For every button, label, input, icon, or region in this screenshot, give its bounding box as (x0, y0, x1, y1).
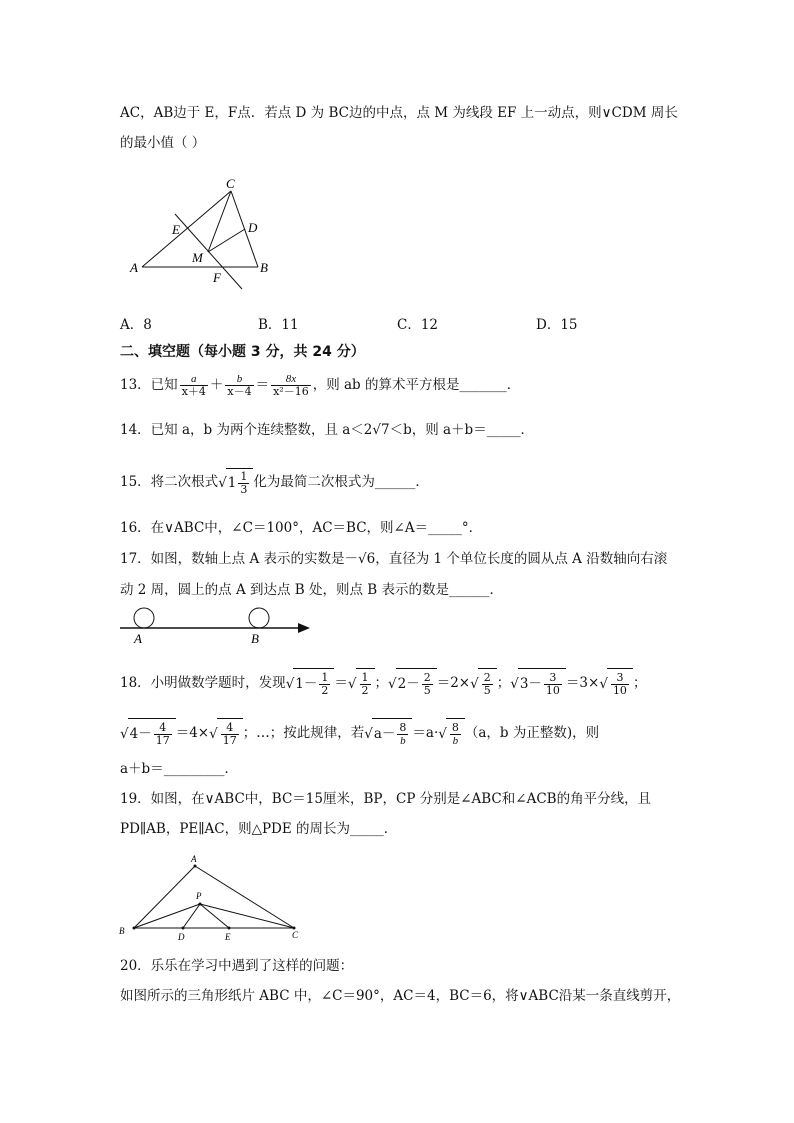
label-e: E (172, 222, 180, 237)
q12-line2: 的最小值（ ） (120, 135, 206, 151)
label-p: P (196, 891, 202, 901)
label-m: M (192, 250, 203, 265)
label-d: D (178, 932, 185, 942)
q17-number-line (118, 606, 318, 646)
circle-a (134, 608, 154, 628)
segment-ab (134, 866, 195, 928)
label-c: C (292, 930, 299, 940)
label-a: A (134, 631, 142, 646)
q13: 13．已知 $\frac{a}{x+4}$ ＋ $\frac{b}{x-4}$ ＝ $\frac{8x}{\text{x²－16}}$ ，则 ab 的算术平方根是_______． (120, 373, 521, 398)
q12-figure (128, 172, 288, 292)
section-title: 二、填空题（每小题 3 分，共 24 分） (120, 344, 365, 360)
label-a: A (130, 260, 138, 275)
segment-ac (142, 191, 231, 267)
q14: 14．已知 a，b 为两个连续整数，且 a＜2√7＜b，则 a＋b＝_____． (120, 422, 534, 438)
choice-d[interactable]: D．15 (536, 317, 578, 333)
label-e: E (225, 932, 231, 942)
q13-frac1: $\frac{a}{x+4}$ (181, 373, 206, 398)
segment-cm (208, 191, 231, 252)
q20-line2: 如图所示的三角形纸片 ABC 中，∠C＝90°，AC＝4，BC＝6，将∨ABC沿某一条直线剪开， (120, 988, 681, 1004)
label-b: B (251, 631, 259, 646)
q15: 15．将二次根式√1 $\frac{1}{3}$ 化为最简二次根式为______． (120, 470, 429, 496)
label-f: F (213, 270, 221, 285)
q20-line1: 20．乐乐在学习中遇到了这样的问题： (120, 958, 354, 974)
label-c: C (226, 176, 235, 191)
choice-b[interactable]: B．11 (258, 317, 299, 333)
q18-line2: √4－ $\frac{4}{17}$ ＝4×√ $\frac{4}{17}$ ；…；按此规律，若√a－ $\frac{8}{b}$ ＝a·√ $\frac{8}{b}$ （a，b 为正整数)，则 (120, 718, 599, 749)
q13-suffix: ，则 ab 的算术平方根是_______． (312, 377, 521, 393)
q16: 16．在∨ABC中，∠C＝100°，AC＝BC，则∠A＝_____°． (120, 520, 483, 536)
segment-ac (195, 866, 294, 928)
q17-line1: 17．如图，数轴上点 A 表示的实数是－√6，直径为 1 个单位长度的圆从点 A 沿数轴向右滚 (120, 551, 668, 567)
q19-line2: PD∥AB，PE∥AC，则△PDE 的周长为_____． (120, 821, 398, 837)
q13-prefix: 13．已知 (120, 377, 178, 393)
q19-figure (116, 850, 306, 945)
segment-bp (134, 904, 200, 928)
label-b: B (260, 260, 268, 275)
q18-line1: 18．小明做数学题时，发现√1－ $\frac{1}{2}$ ＝√ $\frac{1}{2}$ ；√2－ $\frac{2}{5}$ ＝2×√ $\frac{2}{5}$ ；√3－ $\frac{3}{10}$ ＝3×√ $\frac{3}{10}$ ； (120, 668, 646, 699)
choice-a[interactable]: A．8 (120, 317, 152, 333)
q13-frac3: $\frac{8x}{\text{x²－16}}$ (273, 373, 309, 398)
q17-line2: 动 2 周，圆上的点 A 到达点 B 处，则点 B 表示的数是______． (120, 582, 504, 598)
q18-line3: a＋b＝_________． (120, 761, 238, 777)
circle-b (249, 608, 269, 628)
label-b: B (119, 926, 125, 936)
q13-frac2: $\frac{b}{x-4}$ (227, 373, 252, 398)
label-d: D (248, 220, 258, 235)
q15-radical: √1 $\frac{1}{3}$ (218, 468, 253, 497)
segment-md (208, 229, 245, 252)
q19-line1: 19．如图，在∨ABC中，BC＝15厘米，BP，CP 分别是∠ABC和∠ACB的角平分线，且 (120, 791, 652, 807)
axis-arrow (298, 623, 310, 633)
choice-c[interactable]: C．12 (397, 317, 439, 333)
q12-line1: AC，AB边于 E，F点．若点 D 为 BC边的中点，点 M 为线段 EF 上一动点，则∨CDM 周长 (120, 105, 678, 121)
label-a: A (191, 854, 197, 864)
